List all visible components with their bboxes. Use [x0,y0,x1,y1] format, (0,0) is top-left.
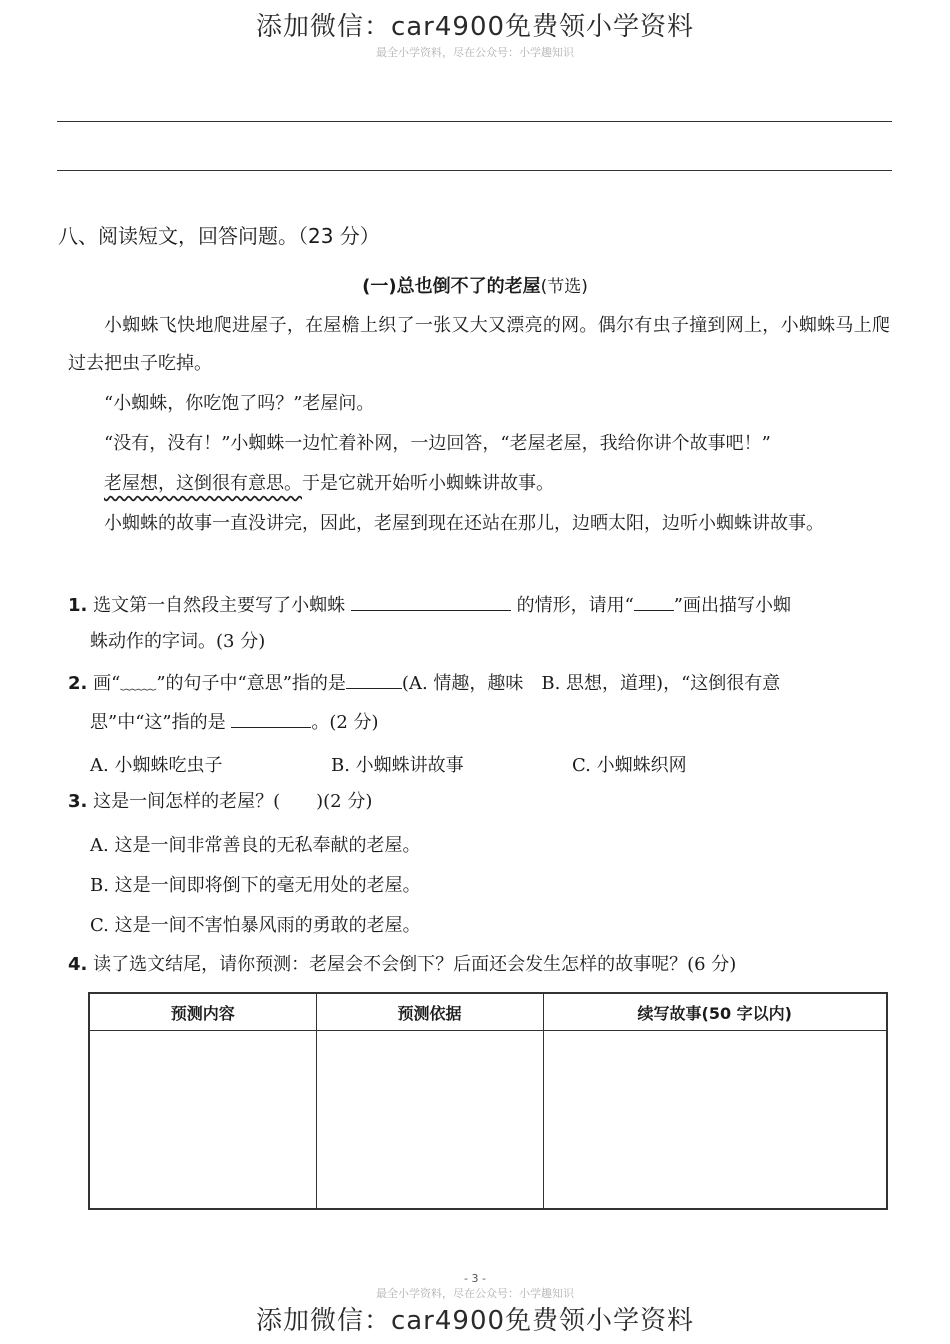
prediction-table-header [89,993,887,1031]
story-title [0,272,950,298]
story-paragraph-4-rest: 于是它就开始听小蜘蛛讲故事。 [302,473,554,494]
wavy-line-sample: ﹏﹏ [120,673,157,694]
question-2-option-b: B. 小蜘蛛讲故事 [331,755,464,776]
question-2-text-a: 画“ [93,673,121,694]
header-prediction-content: 预测内容 [89,993,316,1031]
answer-cell-continue-story[interactable] [543,1031,887,1210]
story-paragraph-2: “小蜘蛛，你吃饱了吗？”老屋问。 [104,393,375,414]
question-2-text-c: (A. 情趣，趣味 B. 思想，道理)，“这倒很有意 [401,673,781,694]
question-3-option-a: A. 这是一间非常善良的无私奉献的老屋。 [90,835,421,856]
question-3-number: 3. [68,791,88,812]
faint-footer-text: 最全小学资料，尽在公众号：小学趣知识 [376,1287,574,1300]
wavy-underlined-sentence: 老屋想，这倒很有意思。 [104,473,302,494]
story-title-text: (一)总也倒不了的老屋 [362,276,541,297]
question-2-option-a: A. 小蜘蛛吃虫子 [90,755,223,776]
question-4-number: 4. [68,954,88,975]
question-4 [68,945,890,985]
question-1 [68,586,890,626]
page-number: - 3 - [464,1272,486,1285]
question-2-number: 2. [68,673,88,694]
answer-line-2 [57,170,892,171]
question-2 [68,664,890,704]
watermark-top: 添加微信：car4900免费领小学资料 [255,12,695,42]
question-1-number: 1. [68,595,88,616]
story-paragraph-4 [68,465,890,503]
question-1-text-c: ”画出描写小蜘 [673,595,791,616]
story-paragraph-3: “没有，没有！”小蜘蛛一边忙着补网，一边回答，“老屋老屋，我给你讲个故事吧！” [104,433,771,454]
faint-header-text: 最全小学资料，尽在公众号：小学趣知识 [376,46,574,59]
question-2-line-2-text: 思”中“这”指的是 [90,712,226,733]
question-2-line-2 [68,703,912,743]
question-2-blank-2[interactable] [231,709,311,728]
question-1-blank[interactable] [351,592,511,611]
prediction-table-answer-row [89,1031,887,1210]
header-continue-story: 续写故事(50 字以内) [543,993,887,1031]
question-3-option-c: C. 这是一间不害怕暴风雨的勇敢的老屋。 [90,915,421,936]
question-3-option-b: B. 这是一间即将倒下的毫无用处的老屋。 [90,875,421,896]
question-2-text-b: ”的句子中“意思”指的是 [156,673,346,694]
prediction-table [88,992,888,1210]
watermark-bottom: 添加微信：car4900免费领小学资料 [255,1306,695,1336]
question-2-option-c: C. 小蜘蛛织网 [572,755,687,776]
story-title-note: (节选) [540,277,588,297]
question-2-points: 。(2 分) [311,712,379,733]
section-title: 八、阅读短文，回答问题。（23 分） [58,224,380,248]
question-1-text-b: 的情形，请用“ [516,595,634,616]
question-4-text: 读了选文结尾，请你预测：老屋会不会倒下？后面还会发生怎样的故事呢？(6 分) [93,954,737,975]
question-1-line-2: 蛛动作的字词。(3 分) [90,631,266,652]
question-1-underline-sample [634,592,674,611]
answer-cell-prediction-content[interactable] [89,1031,316,1210]
question-3 [68,782,890,822]
answer-line-1 [57,121,892,122]
question-3-text: 这是一间怎样的老屋？( )(2 分) [93,791,373,812]
header-prediction-basis: 预测依据 [316,993,543,1031]
answer-cell-prediction-basis[interactable] [316,1031,543,1210]
question-2-blank-1[interactable] [346,670,402,689]
story-paragraph-1: 小蜘蛛飞快地爬进屋子，在屋檐上织了一张又大又漂亮的网。偶尔有虫子撞到网上，小蜘蛛马上爬过去把虫子吃掉。 [68,315,890,374]
question-1-text-a: 选文第一自然段主要写了小蜘蛛 [93,595,346,616]
story-paragraph-5: 小蜘蛛的故事一直没讲完，因此，老屋到现在还站在那儿，边晒太阳，边听小蜘蛛讲故事。 [104,513,824,534]
